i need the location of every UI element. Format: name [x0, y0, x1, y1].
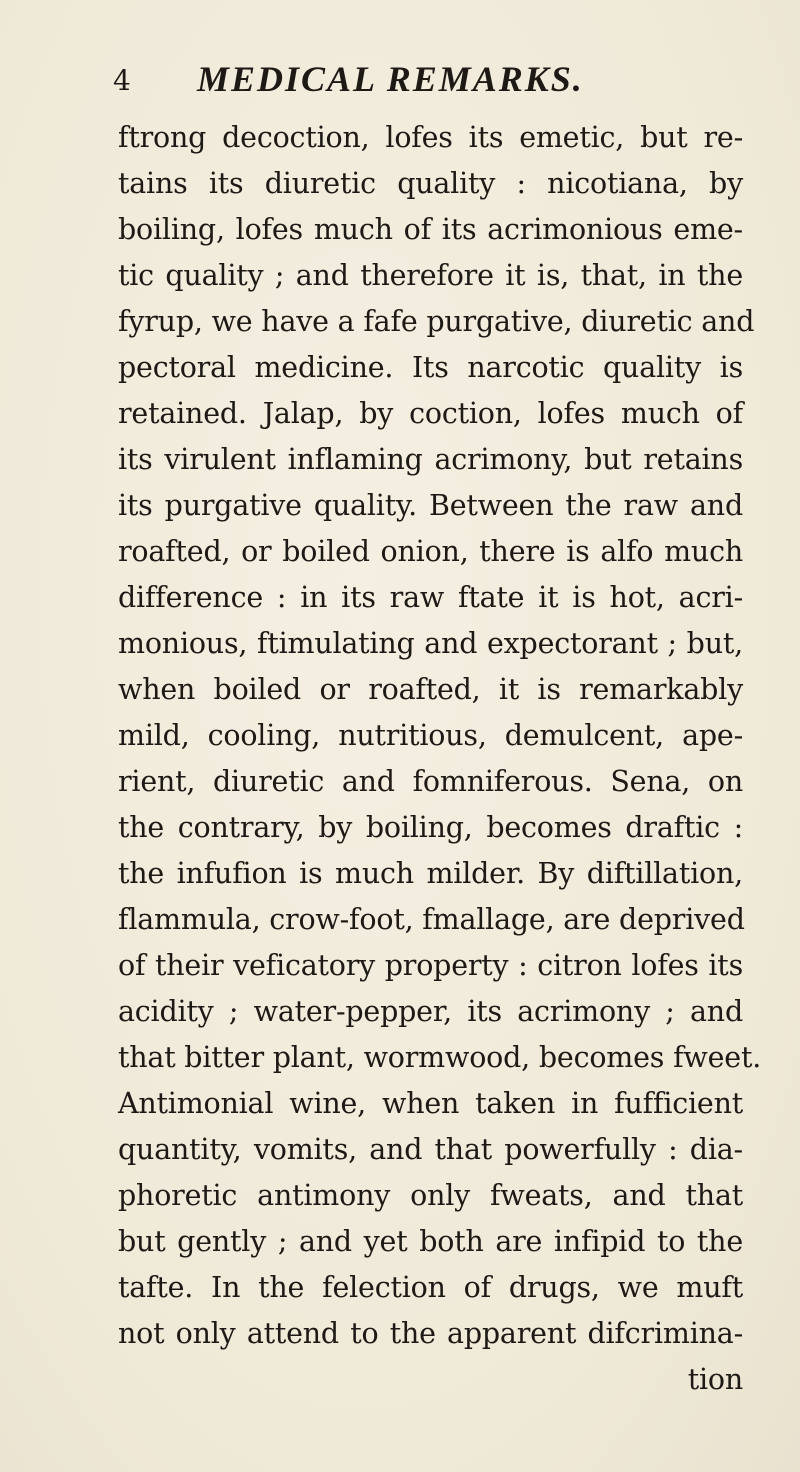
text-line: ftrong decoction, lofes its emetic, but re-	[118, 121, 743, 154]
text-line: tic quality ; and therefore it is, that, in the	[118, 259, 743, 292]
text-line: acidity ; water-pepper, its acrimony ; and	[118, 995, 743, 1028]
text-line: not only attend to the apparent difcrimina-	[118, 1317, 743, 1350]
text-line: retained. Jalap, by coction, lofes much of	[118, 397, 743, 430]
text-line: phoretic antimony only fweats, and that	[118, 1179, 743, 1212]
text-line: tafte. In the felection of drugs, we muft	[118, 1271, 743, 1304]
text-line: the contrary, by boiling, becomes draftic :	[118, 811, 743, 844]
text-line: quantity, vomits, and that powerfully : dia-	[118, 1133, 743, 1166]
text-line: rient, diuretic and fomniferous. Sena, on	[118, 765, 743, 798]
text-line: tains its diuretic quality : nicotiana, by	[118, 167, 743, 200]
text-line: but gently ; and yet both are infipid to the	[118, 1225, 743, 1258]
text-line: its virulent inflaming acrimony, but retains	[118, 443, 743, 476]
page-number: 4	[113, 64, 131, 97]
body-text	[118, 118, 762, 1408]
text-line: the infufion is much milder. By diftillation,	[118, 857, 743, 890]
text-line: Antimonial wine, when taken in fufficient	[118, 1087, 743, 1120]
text-line: when boiled or roafted, it is remarkably	[118, 673, 743, 706]
text-line: difference : in its raw ftate it is hot, acri-	[118, 581, 743, 614]
text-line: boiling, lofes much of its acrimonious eme-	[118, 213, 743, 246]
text-line: pectoral medicine. Its narcotic quality is	[118, 351, 743, 384]
text-line: roafted, or boiled onion, there is alfo much	[118, 535, 743, 568]
text-line: fyrup, we have a fafe purgative, diuretic and	[118, 305, 755, 338]
running-title: MEDICAL REMARKS.	[197, 59, 584, 99]
text-line: its purgative quality. Between the raw and	[118, 489, 743, 522]
text-line: of their veficatory property : citron lofes its	[118, 949, 743, 982]
text-line: flammula, crow-foot, fmallage, are deprived	[118, 903, 745, 936]
text-line: monious, ftimulating and expectorant ; but,	[118, 627, 743, 660]
text-line: that bitter plant, wormwood, becomes fweet.	[118, 1041, 762, 1074]
text-line: mild, cooling, nutritious, demulcent, ape-	[118, 719, 743, 752]
catchword: tion	[687, 1363, 743, 1396]
